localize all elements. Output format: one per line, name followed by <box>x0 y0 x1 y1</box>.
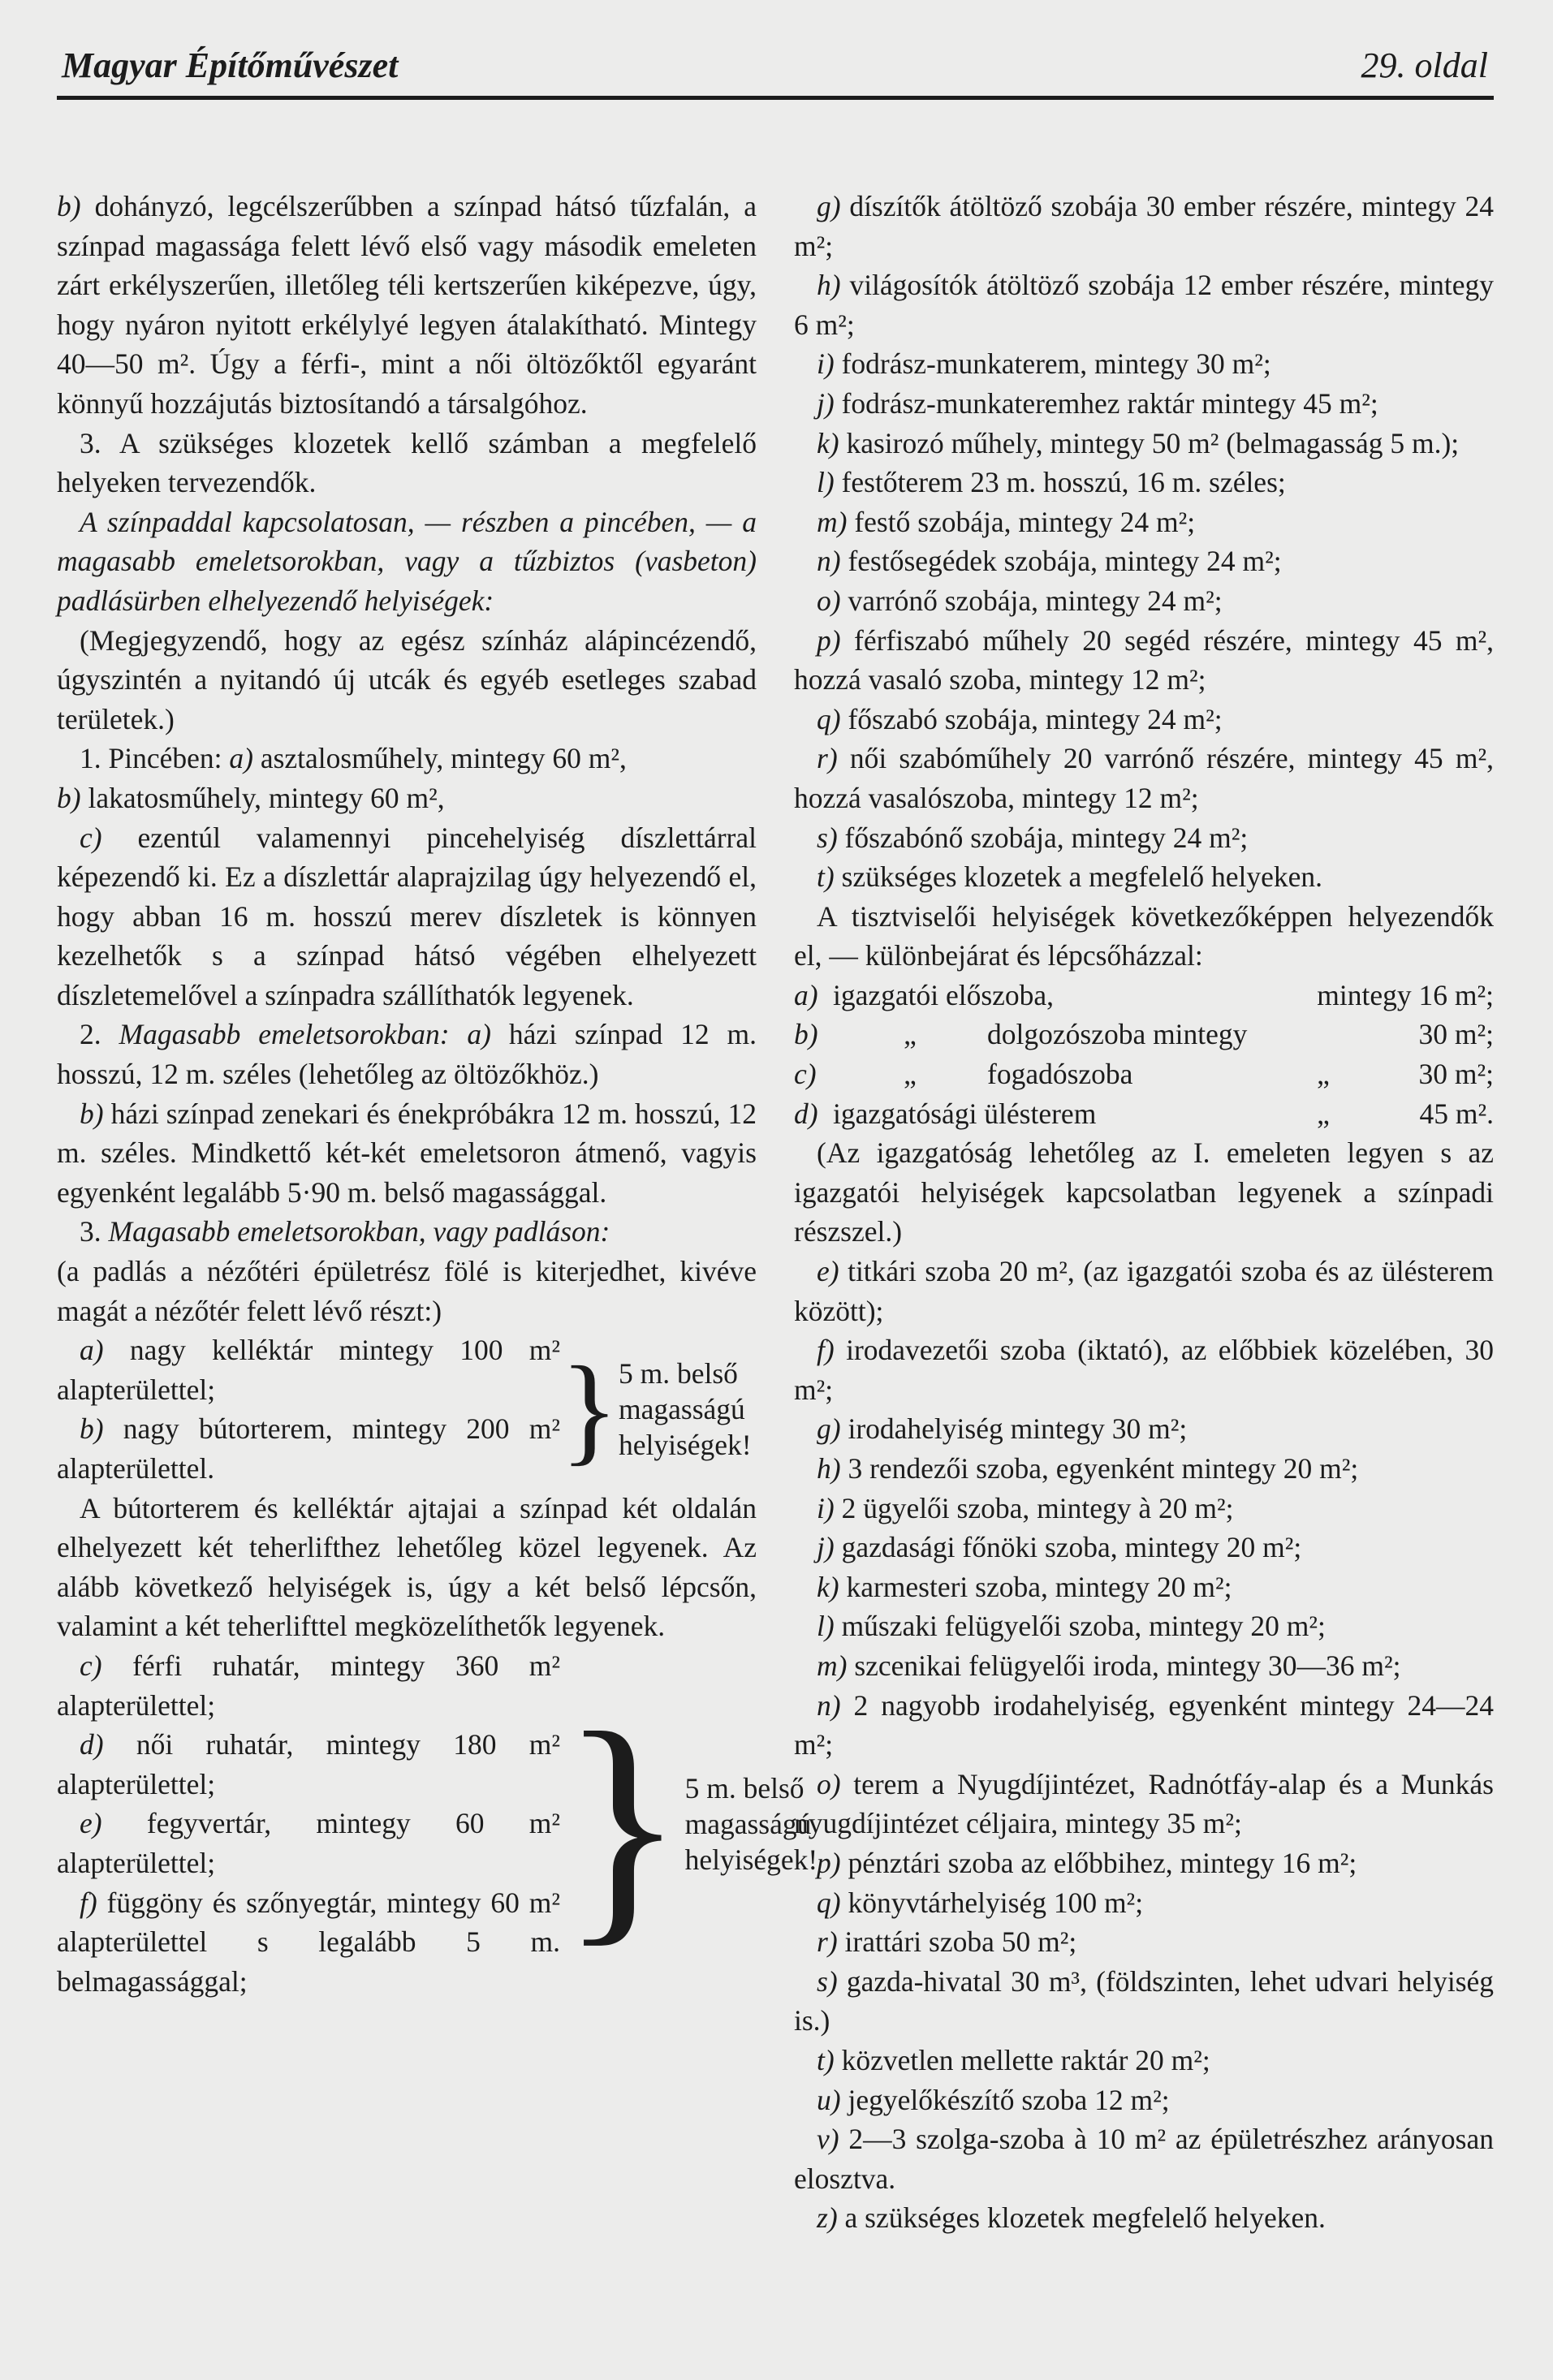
item-mark: d) <box>794 1097 818 1130</box>
item-mark: b) <box>80 1412 104 1446</box>
item-mark: r) <box>817 1925 838 1959</box>
list-item <box>794 700 1494 739</box>
list-item <box>794 502 1494 542</box>
item-text: kasirozó műhely, mintegy 50 m² (belmagasság 5 m.); <box>846 426 1460 459</box>
attic-lead <box>57 1212 757 1252</box>
room-label: dolgozószoba mintegy <box>987 1018 1248 1051</box>
item-mark: b) <box>794 1018 818 1051</box>
item-mark: p) <box>817 623 841 657</box>
right-brace-icon: } <box>560 1342 619 1477</box>
attic-a <box>57 1330 560 1409</box>
list-item <box>794 621 1494 700</box>
brace-items <box>57 1330 560 1488</box>
item-mark: b) <box>57 781 81 814</box>
item-mark: c) <box>80 821 102 854</box>
item-mark: f) <box>817 1334 835 1367</box>
lead: 3. <box>80 1215 101 1248</box>
item-mark: r) <box>817 742 838 775</box>
item-mark: d) <box>80 1728 104 1761</box>
brace-note: 5 m. belső magasságú helyiségek! <box>619 1357 752 1462</box>
section-heading: A színpaddal kapcsolatosan, — részben a pincében, — a magasabb emeletsorokban, vagy a tűzbiztos (vasbeton) padlásürben elhelyezendő helyiségek: <box>57 505 757 617</box>
item-mark: l) <box>817 466 835 499</box>
item-mark: z) <box>817 2201 838 2235</box>
room-area: 45 m². <box>1419 1097 1494 1130</box>
list-item <box>794 1489 1494 1528</box>
item-text: ezentúl valamennyi pincehelyiség díszlettárral képezendő ki. Ez a díszlettár alaprajzilag úgy helyezendő el, hogy abban 16 m. hosszú merev díszletek is könnyen kezelhetők s a színpad hátsó végében elhelyezett díszletemelővel a színpadra szállíthatók legyenek. <box>57 821 757 1011</box>
item-text: fodrász-munkaterem, mintegy 30 m²; <box>841 347 1271 381</box>
upper-b <box>57 1094 757 1213</box>
item-text: irodahelyiség mintegy 30 m²; <box>848 1412 1188 1446</box>
note: (Megjegyzendő, hogy az egész színház alápincézendő, úgyszintén a nyitandó új utcák és egyéb esetleges szabad területek.) <box>57 623 757 735</box>
wardrobe-c <box>57 1646 560 1725</box>
paragraph-3: 3. A szükséges klozetek kellő számban a megfelelő helyeken tervezendők. <box>57 426 757 499</box>
item-text: férfi ruhatár, mintegy 360 m² alapterülettel; <box>57 1649 560 1722</box>
workshop-list <box>794 187 1494 897</box>
item-mark: l) <box>817 1610 835 1643</box>
item-text: női szabóműhely 20 varrónő részére, mintegy 45 m², hozzá vasalószoba, mintegy 12 m²; <box>794 742 1494 814</box>
item-text: festő szobája, mintegy 24 m²; <box>854 505 1196 538</box>
list-item <box>794 581 1494 621</box>
director-table <box>794 976 1494 1133</box>
item-text: gazda-hivatal 30 m³, (földszinten, lehet udvari helyiség is.) <box>794 1964 1495 2037</box>
item-text: titkári szoba 20 m², (az igazgatói szoba és az ülésterem között); <box>794 1255 1495 1327</box>
item-mark: j) <box>817 1531 835 1564</box>
item-mark: c) <box>794 1058 817 1091</box>
item-mark: n) <box>817 1688 841 1722</box>
item-mark: t) <box>817 860 835 894</box>
list-item <box>794 1843 1494 1883</box>
journal-title: Magyar Építőművészet <box>62 45 399 85</box>
brace-group-1 <box>57 1330 757 1488</box>
attic-b <box>57 1409 560 1488</box>
list-item <box>794 1528 1494 1567</box>
list-item <box>794 1883 1494 1923</box>
list-item <box>794 463 1494 502</box>
list-item <box>794 739 1494 817</box>
lead: 2. <box>80 1018 101 1051</box>
item-text: lakatosműhely, mintegy 60 m², <box>88 781 445 814</box>
item-mark: a) <box>794 978 818 1011</box>
left-column <box>57 187 818 2001</box>
room-area: mintegy 16 m²; <box>1317 978 1494 1011</box>
list-item <box>794 1606 1494 1646</box>
item-text: 2 ügyelői szoba, mintegy à 20 m²; <box>841 1491 1234 1524</box>
ditto-mark: „ <box>904 1018 917 1051</box>
item-mark: m) <box>817 505 848 538</box>
item-mark: k) <box>817 1570 839 1603</box>
list-item <box>794 2041 1494 2080</box>
item-text: férfiszabó műhely 20 segéd részére, mintegy 45 m², hozzá vasaló szoba, mintegy 12 m²; <box>794 623 1495 696</box>
list-item <box>794 424 1494 463</box>
item-mark: q) <box>817 702 841 735</box>
cellar-a <box>57 739 757 778</box>
list-item <box>794 857 1494 897</box>
table-row <box>794 1094 1494 1134</box>
item-text: női ruhatár, mintegy 180 m² alapterülettel; <box>57 1728 560 1800</box>
offices-intro: A tisztviselői helyiségek következőképpen helyezendők el, — különbejárat és lépcsőházzal: <box>794 899 1494 972</box>
lead: 1. Pincében: <box>80 742 222 775</box>
office-list <box>794 1252 1494 2238</box>
doors-paragraph: A bútorterem és kelléktár ajtajai a színpad két oldalán elhelyezett két teherlifthez lehetőleg közel legyenek. Az alább következő helyiségek is, úgy a két belső lépcsőn, valamint a két teherlifttel megközelíthetők legyenek. <box>57 1491 757 1643</box>
director-note: (Az igazgatóság lehetőleg az I. emeleten legyen s az igazgatói helyiségek kapcsolatban legyenek a színpadi részszel.) <box>794 1136 1494 1248</box>
item-mark: n) <box>817 545 841 578</box>
item-mark: a) <box>467 1018 491 1051</box>
item-text: közvetlen mellette raktár 20 m²; <box>841 2043 1210 2076</box>
item-text: 2—3 szolga-szoba à 10 m² az épületrészhez arányosan elosztva. <box>794 2123 1494 2195</box>
item-text: világosítók átöltöző szobája 12 ember részére, mintegy 6 m²; <box>794 269 1495 341</box>
item-mark: i) <box>817 1491 835 1524</box>
item-text: terem a Nyugdíjintézet, Radnótfáy-alap és a Munkás nyugdíjintézet céljaira, mintegy 35 m²; <box>794 1767 1494 1840</box>
item-text: 2 nagyobb irodahelyiség, egyenként mintegy 24—24 m²; <box>794 1688 1495 1761</box>
armory-e <box>57 1804 560 1882</box>
item-mark: b) <box>57 190 81 222</box>
item-mark: u) <box>817 2083 841 2116</box>
item-mark: i) <box>817 347 835 381</box>
list-item <box>794 1252 1494 1330</box>
item-text: függöny és szőnyegtár, mintegy 60 m² alapterülettel s legalább 5 m. belmagassággal; <box>57 1886 561 1998</box>
item-text: szükséges klozetek a megfelelő helyeken. <box>841 860 1322 894</box>
list-item <box>794 2119 1494 2198</box>
table-row <box>794 976 1494 1015</box>
brace-group-2 <box>57 1646 818 2001</box>
list-item <box>794 1962 1494 2041</box>
list-item <box>794 265 1494 344</box>
item-mark: h) <box>817 1452 841 1485</box>
item-mark: e) <box>80 1807 102 1840</box>
room-area: 30 m²; <box>1418 1018 1494 1051</box>
page-number: 29. oldal <box>1361 45 1488 85</box>
item-text: a szükséges klozetek megfelelő helyeken. <box>844 2201 1326 2235</box>
ditto-mark: „ <box>904 1058 917 1091</box>
header-rule <box>57 96 1494 100</box>
right-brace-icon: } <box>560 1679 685 1968</box>
item-mark: t) <box>817 2043 835 2076</box>
room-area: 30 m²; <box>1418 1058 1494 1091</box>
room-label: igazgatósági ülésterem <box>833 1097 1097 1130</box>
curtain-f <box>57 1883 560 2002</box>
item-mark: a) <box>80 1334 104 1367</box>
list-item <box>794 541 1494 581</box>
table-row <box>794 1054 1494 1094</box>
item-text: dohányzó, legcélszerűbben a színpad hátsó tűzfalán, a színpad magassága felett lévő első vagy második emeleten zárt erkélyszerűen, illetőleg téli kertszerűen kiképezve, úgy, hogy nyáron nyitott erkélylyé legyen átalakítható. Mintegy 40—50 m². Úgy a férfi-, mint a női öltözőktől egyaránt könnyű hozzájutás biztosítandó a társalgóhoz. <box>57 190 757 420</box>
item-mark: f) <box>80 1886 97 1919</box>
item-text: fodrász-munkateremhez raktár mintegy 45 m²; <box>841 386 1378 420</box>
item-text: asztalosműhely, mintegy 60 m², <box>260 742 627 775</box>
list-item <box>794 2080 1494 2120</box>
brace-items <box>57 1646 560 2001</box>
item-mark: a) <box>229 742 253 775</box>
item-text: fegyvertár, mintegy 60 m² alapterülettel; <box>57 1807 560 1879</box>
item-text: festősegédek szobája, mintegy 24 m²; <box>848 545 1282 578</box>
list-item <box>794 1449 1494 1489</box>
item-text: nagy bútorterem, mintegy 200 m² alapterülettel. <box>57 1412 560 1485</box>
item-mark: o) <box>817 1767 841 1800</box>
ditto-mark: „ <box>1317 1097 1330 1130</box>
item-text: főszabó szobája, mintegy 24 m²; <box>848 702 1223 735</box>
item-text: pénztári szoba az előbbihez, mintegy 16 m²; <box>848 1846 1357 1879</box>
list-item <box>794 1646 1494 1686</box>
wardrobe-d <box>57 1725 560 1804</box>
item-text: varrónő szobája, mintegy 24 m²; <box>848 584 1223 617</box>
list-item <box>794 1330 1494 1409</box>
list-item <box>794 1686 1494 1765</box>
right-column <box>794 187 1494 2238</box>
item-mark: p) <box>817 1846 841 1879</box>
lead-italic: Magasabb emeletsorokban: <box>119 1018 450 1051</box>
item-mark: h) <box>817 269 841 302</box>
item-text: főszabónő szobája, mintegy 24 m²; <box>844 821 1249 854</box>
room-label: igazgatói előszoba, <box>833 978 1055 1011</box>
list-item <box>794 1765 1494 1843</box>
item-text: irodavezetői szoba (iktató), az előbbiek közelében, 30 m²; <box>794 1334 1495 1406</box>
upper-a <box>57 1015 757 1093</box>
item-mark: q) <box>817 1886 841 1919</box>
list-item <box>794 1567 1494 1607</box>
lead-italic: Magasabb emeletsorokban, vagy padláson: <box>108 1215 610 1248</box>
list-item <box>794 1922 1494 1962</box>
item-mark: s) <box>817 1964 838 1998</box>
cellar-c <box>57 818 757 1015</box>
item-text: irattári szoba 50 m²; <box>844 1925 1077 1959</box>
item-mark: m) <box>817 1649 848 1682</box>
attic-note: (a padlás a nézőtéri épületrész fölé is kiterjedhet, kivéve magát a nézőtér felett lévő részt:) <box>57 1255 757 1327</box>
list-item <box>794 344 1494 384</box>
list-item <box>794 187 1494 265</box>
item-mark: c) <box>80 1649 102 1682</box>
item-mark: b) <box>80 1097 104 1130</box>
item-mark: o) <box>817 584 841 617</box>
item-mark: e) <box>817 1255 839 1288</box>
list-item <box>794 818 1494 858</box>
table-row <box>794 1015 1494 1054</box>
cellar-b <box>57 778 757 818</box>
item-text: karmesteri szoba, mintegy 20 m²; <box>846 1570 1232 1603</box>
item-mark: s) <box>817 821 838 854</box>
item-text: könyvtárhelyiség 100 m²; <box>848 1886 1144 1919</box>
list-item <box>794 2198 1494 2238</box>
item-text: festőterem 23 m. hosszú, 16 m. széles; <box>841 466 1286 499</box>
item-text: 3 rendezői szoba, egyenként mintegy 20 m²; <box>848 1452 1359 1485</box>
item-text: díszítők átöltöző szobája 30 ember részére, mintegy 24 m²; <box>794 190 1494 262</box>
item-text: házi színpad zenekari és énekpróbákra 12 m. hosszú, 12 m. széles. Mindkettő két-két emeletsoron átmenő, vagyis egyenként legalább 5·90 m. belső magassággal. <box>57 1097 757 1209</box>
item-mark: k) <box>817 426 839 459</box>
item-text: gazdasági főnöki szoba, mintegy 20 m²; <box>841 1531 1302 1564</box>
item-text: műszaki felügyelői szoba, mintegy 20 m²; <box>841 1610 1326 1643</box>
room-label: fogadószoba <box>987 1058 1133 1091</box>
brace-note: 5 m. belső magasságú helyiségek! <box>684 1771 818 1876</box>
list-item <box>794 1409 1494 1449</box>
item-mark: j) <box>817 386 835 420</box>
item-mark: g) <box>817 1412 841 1446</box>
item-mark: g) <box>817 190 841 222</box>
item-text: házi színpad 12 m. hosszú, 12 m. széles (lehetőleg az öltözőkhöz.) <box>57 1018 757 1091</box>
item-mark: v) <box>817 2123 839 2156</box>
paragraph-b <box>57 187 757 424</box>
item-text: nagy kelléktár mintegy 100 m² alapterülettel; <box>57 1334 560 1406</box>
item-text: jegyelőkészítő szoba 12 m²; <box>848 2083 1170 2116</box>
list-item <box>794 384 1494 424</box>
ditto-mark: „ <box>1317 1058 1330 1091</box>
item-text: szcenikai felügyelői iroda, mintegy 30—36 m²; <box>854 1649 1401 1682</box>
